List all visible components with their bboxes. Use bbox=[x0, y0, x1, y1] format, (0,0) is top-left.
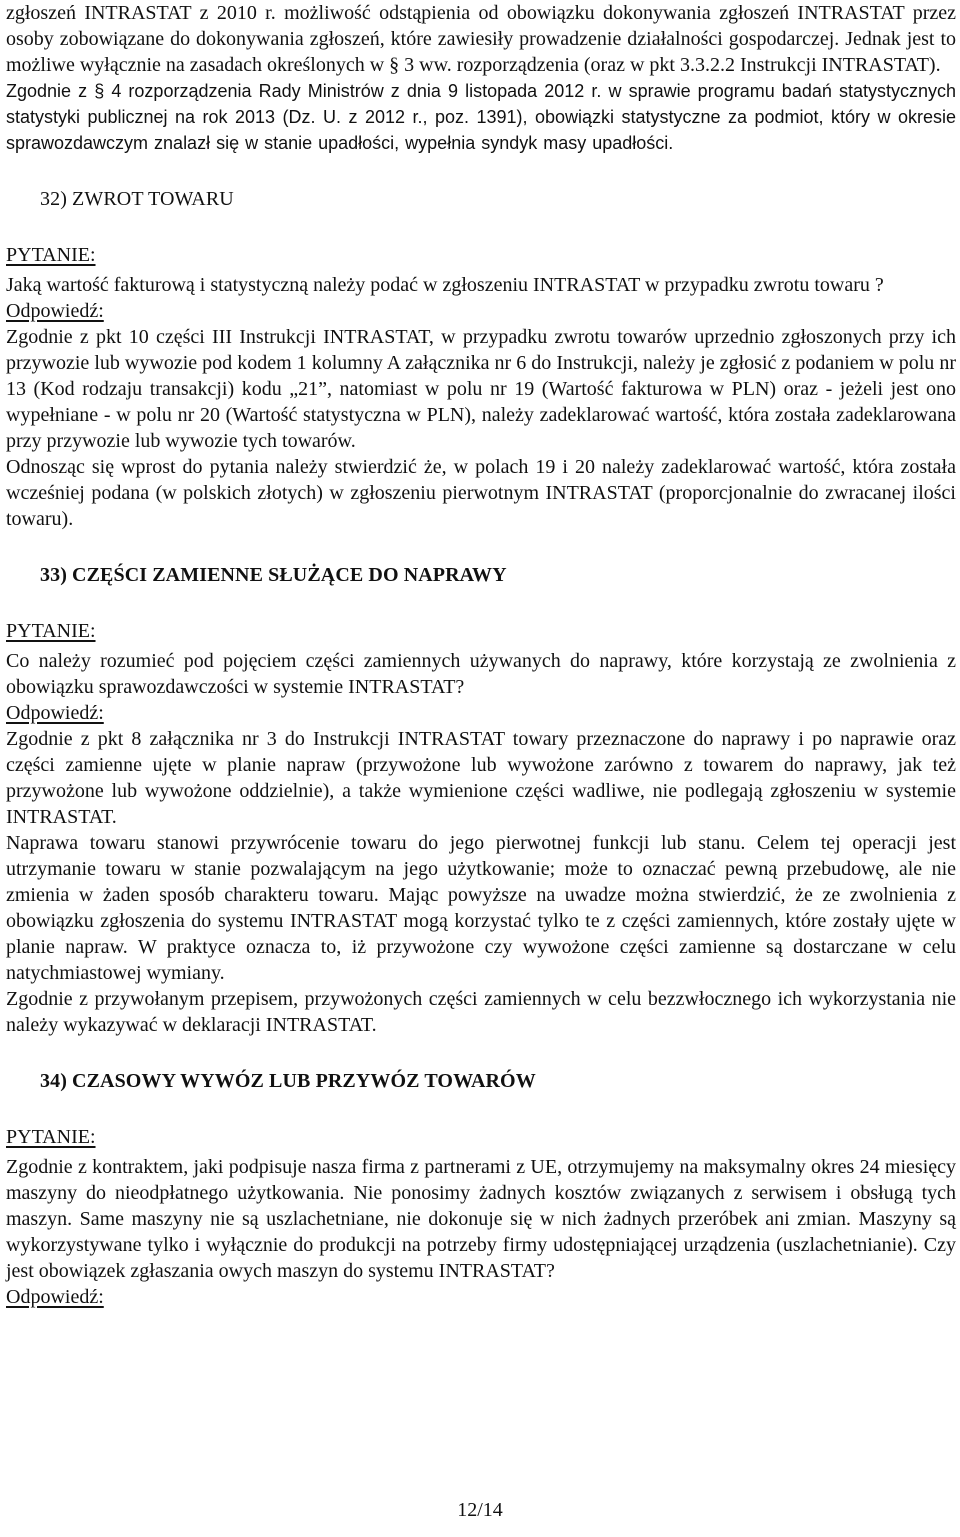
section-34-question-label: PYTANIE: bbox=[6, 1126, 96, 1148]
intro-paragraph-2: Zgodnie z § 4 rozporządzenia Rady Ministrów z dnia 9 listopada 2012 r. w sprawie programu badań statystycznych statystyki publicznej na rok 2013 (Dz. U. z 2012 r., poz. 1391), obowiązki statystyczne za podmiot, który w okresie sprawozdawczym znalazł się w stanie upadłości, wypełnia syndyk masy upadłości. bbox=[6, 81, 956, 153]
section-32-heading: 32) ZWROT TOWARU bbox=[40, 188, 234, 210]
section-34-answer-label: Odpowiedź: bbox=[6, 1286, 104, 1308]
section-33-answer-label: Odpowiedź: bbox=[6, 702, 104, 724]
section-33-question: Co należy rozumieć pod pojęciem części zamiennych używanych do naprawy, które korzystają ze zwolnienia z obowiązku sprawozdawczości w systemie INTRASTAT? bbox=[6, 650, 956, 698]
section-32-answer-label: Odpowiedź: bbox=[6, 300, 104, 322]
section-32-question: Jaką wartość fakturową i statystyczną należy podać w zgłoszeniu INTRASTAT w przypadku zwrotu towaru ? bbox=[6, 274, 884, 296]
section-32-answer-1: Zgodnie z pkt 10 części III Instrukcji INTRASTAT, w przypadku zwrotu towarów uprzednio zgłoszonych przy ich przywozie lub wywozie pod kodem 1 kolumny A załącznika nr 6 do Instrukcji, należy je zgłosić z podaniem w polu nr 13 (Kod rodzaju transakcji) kodu „21”, natomiast w polu nr 19 (Wartość fakturowa w PLN) oraz - jeżeli jest ono wypełniane - w polu nr 20 (Wartość statystyczna w PLN), należy zadeklarować wartość, która została zadeklarowana przy przywozie lub wywozie tych towarów. bbox=[6, 326, 956, 452]
intro-paragraph-1: zgłoszeń INTRASTAT z 2010 r. możliwość odstąpienia od obowiązku dokonywania zgłoszeń INTRASTAT przez osoby zobowiązane do dokonywania zgłoszeń, które zawiesiły prowadzenie działalności gospodarczej. Jednak jest to możliwe wyłącznie na zasadach określonych w § 3 ww. rozporządzenia (oraz w pkt 3.3.2.2 Instrukcji INTRASTAT). bbox=[6, 2, 956, 76]
section-33-question-label: PYTANIE: bbox=[6, 620, 96, 642]
page-number: 12/14 bbox=[457, 1499, 503, 1521]
document-page bbox=[6, 0, 956, 1310]
section-34-question: Zgodnie z kontraktem, jaki podpisuje nasza firma z partnerami z UE, otrzymujemy na maksymalny okres 24 miesięcy maszyny do nieodpłatnego użytkowania. Nie ponosimy żadnych kosztów związanych z serwisem i obsługą tych maszyn. Same maszyny nie są uszlachetniane, nie dokonuje się w nich żadnych przeróbek ani zmian. Maszyny są wykorzystywane tylko i wyłącznie do produkcji na potrzeby firmy udostępniającej urządzenia (uszlachetnianie). Czy jest obowiązek zgłaszania owych maszyn do systemu INTRASTAT? bbox=[6, 1156, 956, 1282]
section-32-answer-2: Odnosząc się wprost do pytania należy stwierdzić że, w polach 19 i 20 należy zadeklarować wartość, która została wcześniej podana (w polskich złotych) w zgłoszeniu pierwotnym INTRASTAT (proporcjonalnie do zwracanej ilości towaru). bbox=[6, 456, 956, 530]
section-33-answer-2: Naprawa towaru stanowi przywrócenie towaru do jego pierwotnej funkcji lub stanu. Celem tej operacji jest utrzymanie towaru w stanie pozwalającym na jego użytkowanie; może to oznaczać pewną przebudowę, ale nie zmienia w żaden sposób charakteru towaru. Mając powyższe na uwadze można stwierdzić, że ze zwolnienia z obowiązku zgłoszenia do systemu INTRASTAT mogą korzystać tylko te z części zamiennych, które zostały ujęte w planie napraw. W praktyce oznacza to, iż przywożone czy wywożone części zamienne są dostarczane w celu natychmiastowej wymiany. bbox=[6, 832, 956, 984]
section-34-heading: 34) CZASOWY WYWÓZ LUB PRZYWÓZ TOWARÓW bbox=[40, 1070, 536, 1092]
section-33-answer-1: Zgodnie z pkt 8 załącznika nr 3 do Instrukcji INTRASTAT towary przeznaczone do naprawy i po naprawie oraz części zamienne ujęte w planie napraw (przywożone lub wywożone zarówno z towarem do naprawy, jak też przywożone lub wywożone oddzielnie), a także wymienione części wadliwe, nie podlegają zgłoszeniu w systemie INTRASTAT. bbox=[6, 728, 956, 828]
section-32-question-label: PYTANIE: bbox=[6, 244, 96, 266]
section-33-heading: 33) CZĘŚCI ZAMIENNE SŁUŻĄCE DO NAPRAWY bbox=[40, 564, 507, 586]
section-33-answer-3: Zgodnie z przywołanym przepisem, przywożonych części zamiennych w celu bezzwłocznego ich wykorzystania nie należy wykazywać w deklaracji INTRASTAT. bbox=[6, 988, 956, 1036]
